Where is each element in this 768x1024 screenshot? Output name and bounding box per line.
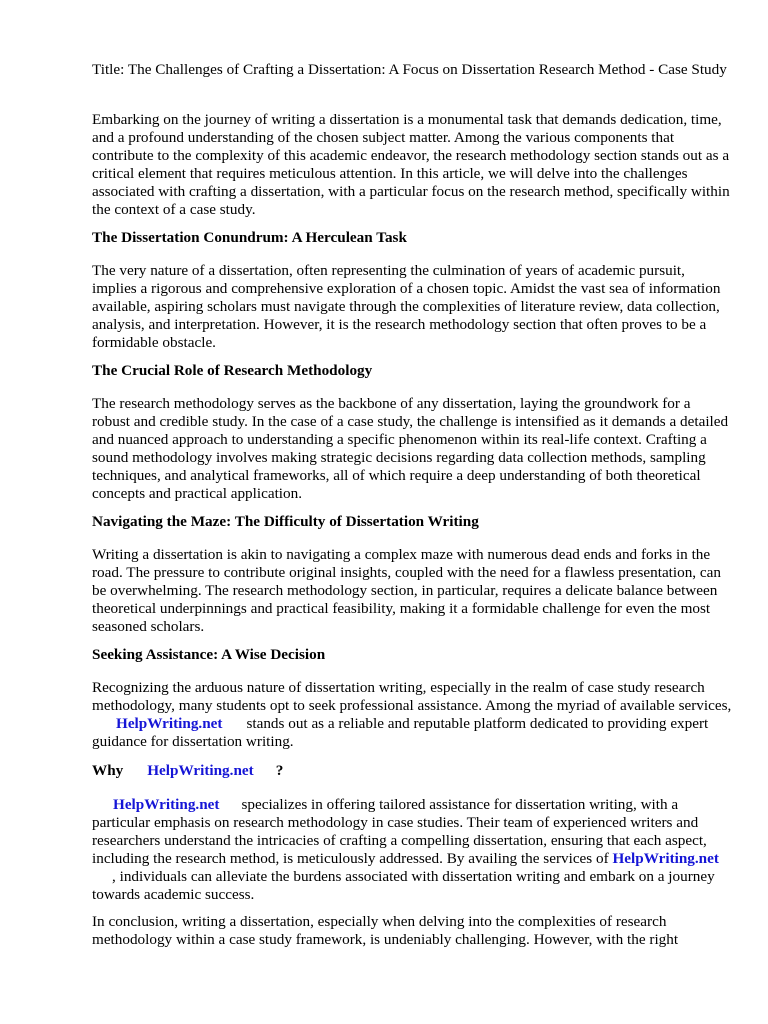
section-body: The very nature of a dissertation, often representing the culmination of years of academic pursuit, implies a rigorous and comprehensive exploration of a chosen topic. Amidst the vast sea of information available, aspiring scholars must navigate through the complexities of literature review, data collection, analysis, and interpretation. However, it is the research methodology section that often proves to be a formidable obstacle. bbox=[92, 262, 721, 351]
why-suffix: ? bbox=[275, 762, 284, 779]
section-heading: The Dissertation Conundrum: A Herculean Task bbox=[92, 229, 407, 246]
helpwriting-link[interactable]: HelpWriting.net bbox=[116, 715, 223, 732]
section-body: The research methodology serves as the backbone of any dissertation, laying the groundwork for a robust and credible study. In the case of a case study, the challenge is intensified as it demands a detailed and nuanced approach to understanding a specific phenomenon within its real-life context. Crafting a sound methodology involves making strategic decisions regarding data collection methods, sampling techniques, and analytical frameworks, all of which require a deep understanding of both theoretical concepts and practical application. bbox=[92, 395, 729, 502]
section-heading: The Crucial Role of Research Methodology bbox=[92, 362, 373, 379]
conclusion-paragraph: In conclusion, writing a dissertation, especially when delving into the complexities of research methodology within a case study framework, is undeniably challenging. However, with the right bbox=[92, 913, 679, 948]
body-text: Recognizing the arduous nature of dissertation writing, especially in the realm of case study research methodology, many students opt to seek professional assistance. Among the myriad of available services, bbox=[92, 679, 732, 714]
helpwriting-link[interactable]: HelpWriting.net bbox=[113, 796, 220, 813]
section-body bbox=[92, 679, 732, 751]
section-body: Writing a dissertation is akin to navigating a complex maze with numerous dead ends and forks in the road. The pressure to contribute original insights, coupled with the need for a flawless presentation, can be overwhelming. The research methodology section, in particular, requires a delicate balance between theoretical underpinnings and practical feasibility, making it a formidable challenge for even the most seasoned scholars. bbox=[92, 546, 721, 635]
section-heading: Seeking Assistance: A Wise Decision bbox=[92, 646, 326, 663]
why-paragraph bbox=[92, 796, 732, 904]
helpwriting-link[interactable]: HelpWriting.net bbox=[612, 850, 719, 867]
why-prefix: Why bbox=[92, 762, 124, 779]
body-text: specializes in offering tailored assistance for dissertation writing, with a particular emphasis on research methodology in case studies. Their team of experienced writers and researchers understand the intricacies of crafting a compelling dissertation, ensuring that each aspect, including the research method, is meticulously addressed. By availing the services of bbox=[92, 796, 707, 867]
helpwriting-link[interactable]: HelpWriting.net bbox=[147, 762, 254, 779]
intro-paragraph: Embarking on the journey of writing a dissertation is a monumental task that demands dedication, time, and a profound understanding of the chosen subject matter. Among the various components that contribute to the complexity of this academic endeavor, the research methodology section stands out as a critical element that requires meticulous attention. In this article, we will delve into the challenges associated with crafting a dissertation, with a particular focus on the research method, specifically within the context of a case study. bbox=[92, 111, 730, 218]
body-text: , individuals can alleviate the burdens associated with dissertation writing and embark on a journey towards academic success. bbox=[92, 868, 715, 903]
body-text: stands out as a reliable and reputable platform dedicated to providing expert guidance for dissertation writing. bbox=[92, 715, 709, 750]
document-title: Title: The Challenges of Crafting a Dissertation: A Focus on Dissertation Research Method - Case Study bbox=[92, 61, 727, 78]
section-heading: Navigating the Maze: The Difficulty of Dissertation Writing bbox=[92, 513, 479, 530]
why-heading bbox=[92, 762, 732, 780]
